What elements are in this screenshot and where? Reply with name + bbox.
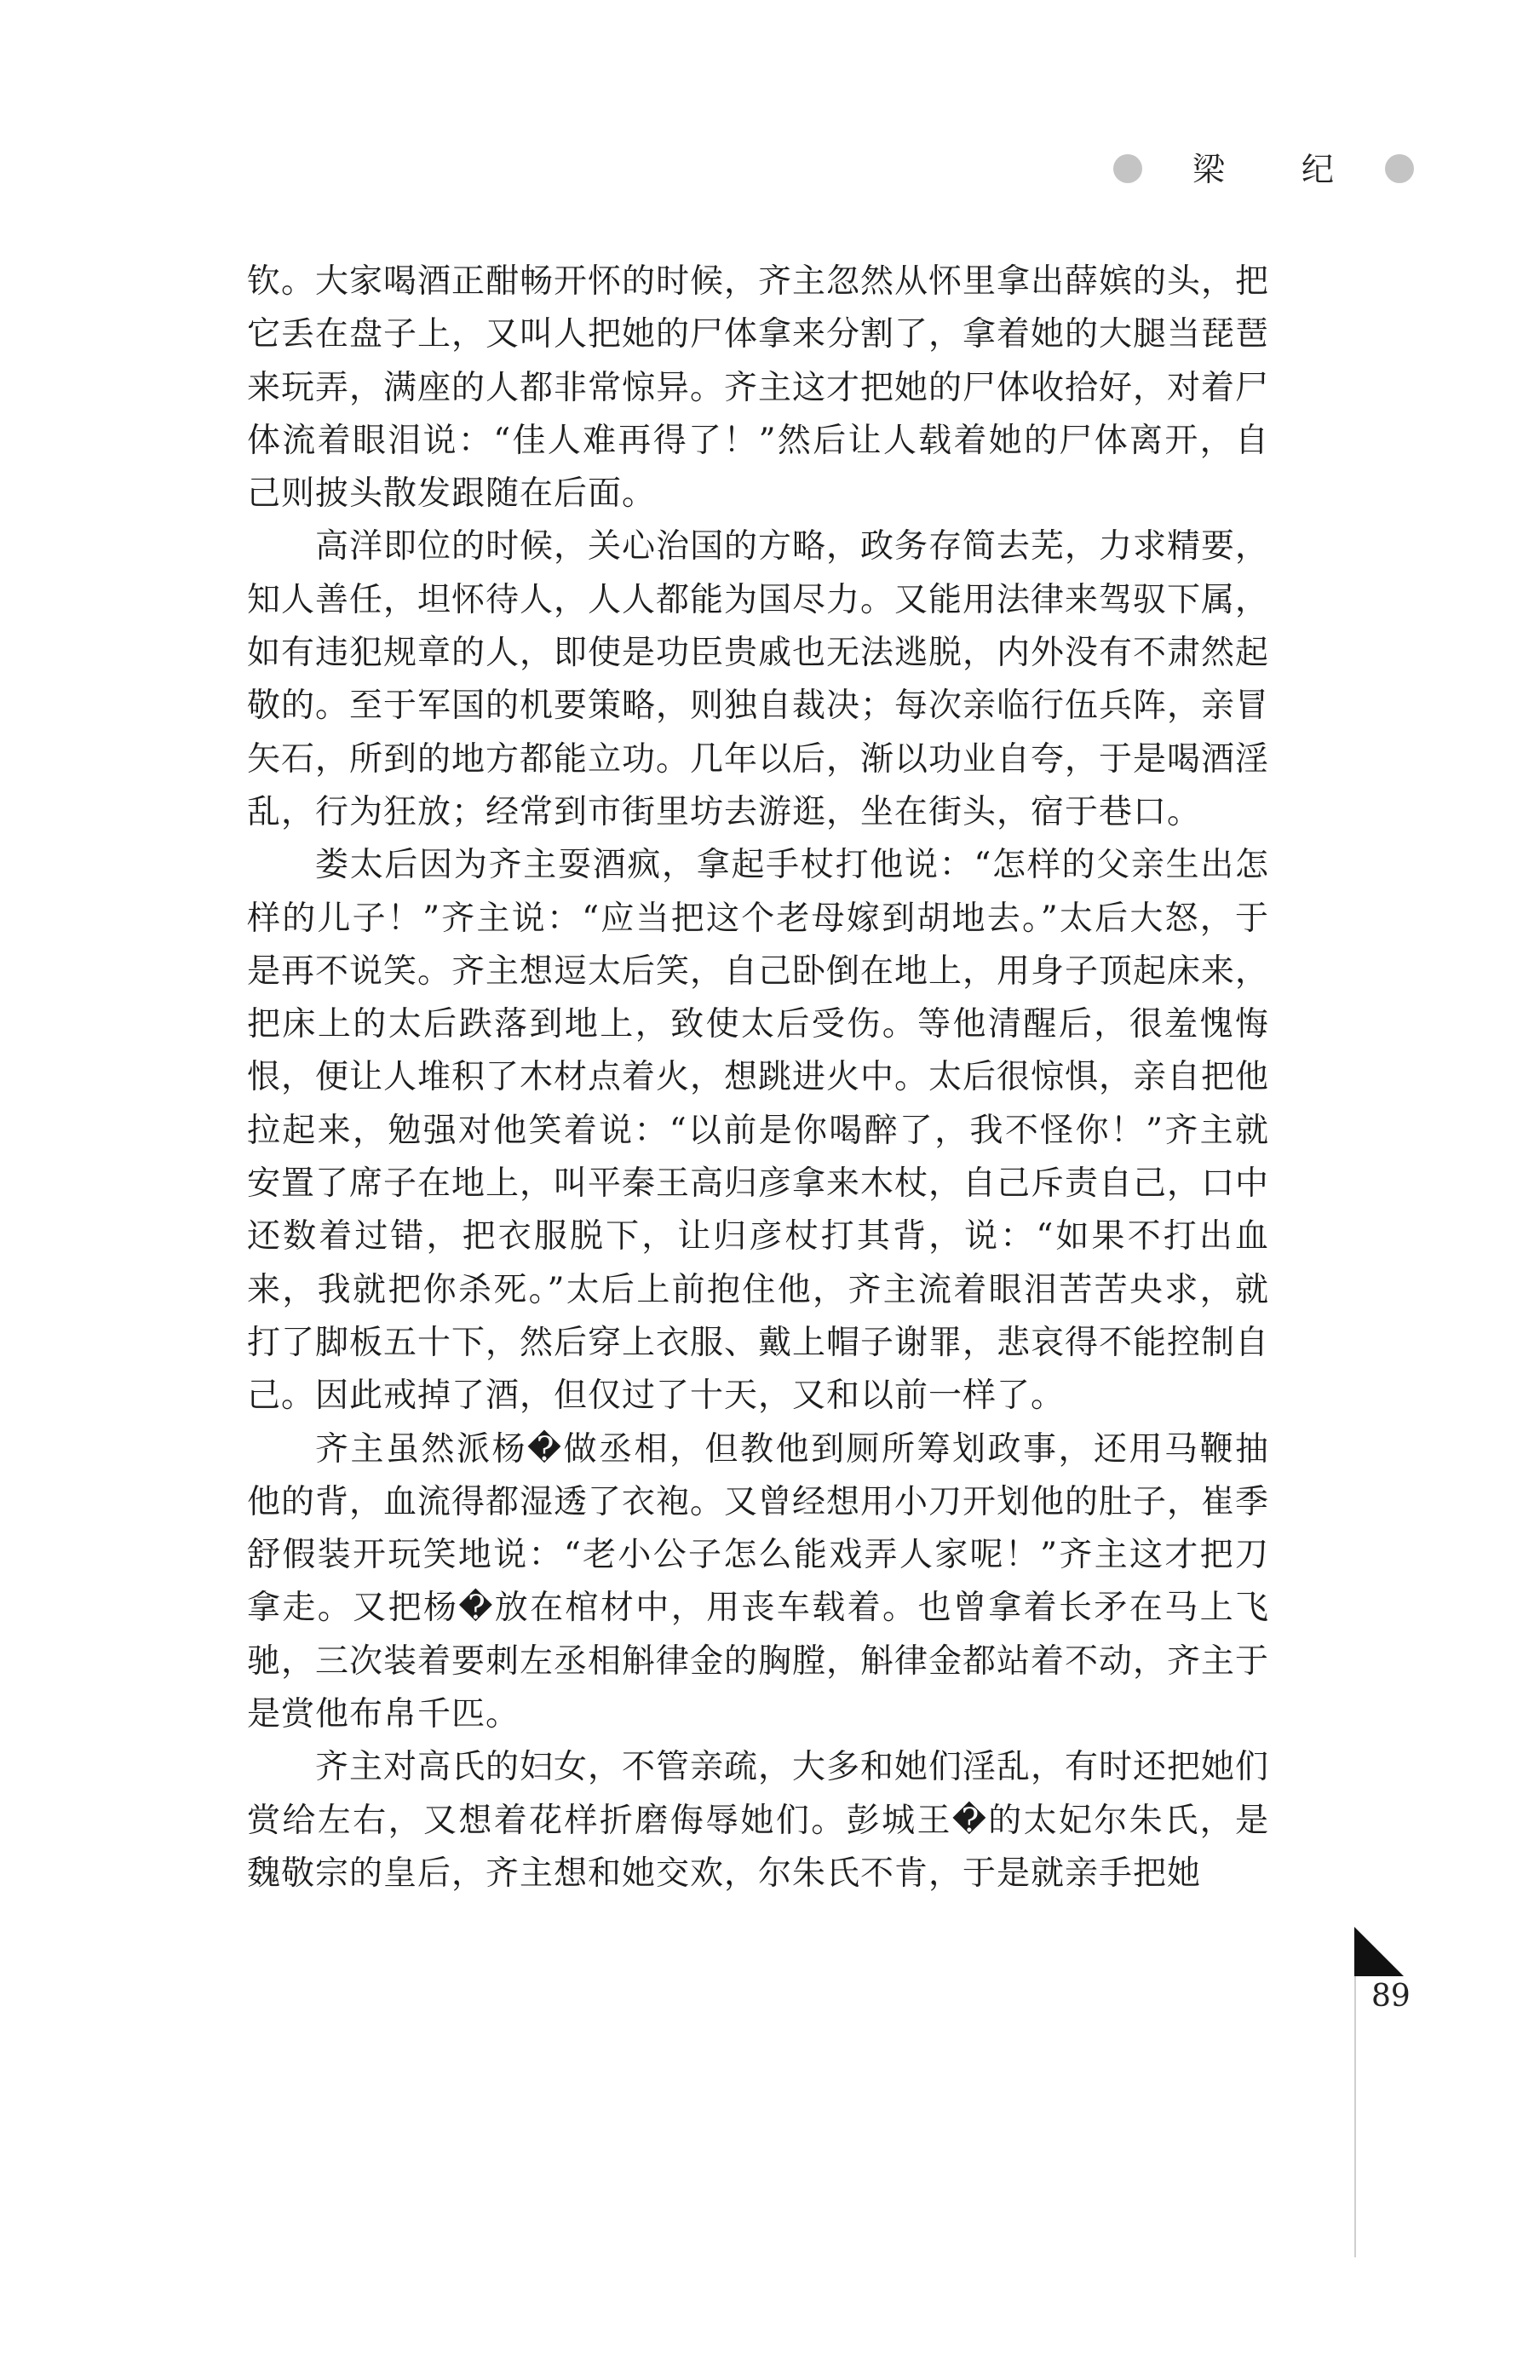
header-dot-left-icon xyxy=(1113,154,1142,183)
paragraph-3: 娄太后因为齐主耍酒疯，拿起手杖打他说：“怎样的父亲生出怎样的儿子！”齐主说：“应当把这个老母嫁到胡地去。”太后大怒，于是再不说笑。齐主想逗太后笑，自己卧倒在地上，用身子顶起床来，把床上的太后跌落到地上，致使太后受伤。等他清醒后，很羞愧悔恨，便让人堆积了木材点着火，想跳进火中。太后很惊惧，亲自把他拉起来，勉强对他笑着说：“以前是你喝醉了，我不怪你！”齐主就安置了席子在地上，叫平秦王高归彦拿来木杖，自己斥责自己，口中还数着过错，把衣服脱下，让归彦杖打其背，说：“如果不打出血来，我就把你杀死。”太后上前抱住他，齐主流着眼泪苦苦央求，就打了脚板五十下，然后穿上衣服、戴上帽子谢罪，悲哀得不能控制自己。因此戒掉了酒，但仅过了十天，又和以前一样了。 xyxy=(247,846,1270,1416)
header-char-2: 纪 xyxy=(1302,151,1335,188)
running-header xyxy=(1107,145,1422,196)
header-dot-right-icon xyxy=(1385,154,1414,183)
paragraph-4: 齐主虽然派杨�做丞相，但教他到厕所筹划政事，还用马鞭抽他的背，血流得都湿透了衣袍。又曾经想用小刀开划他的肚子，崔季舒假装开玩笑地说：“老小公子怎么能戏弄人家呢！”齐主这才把刀拿走。又把杨�放在棺材中，用丧车载着。也曾拿着长矛在马上飞驰，三次装着要刺左丞相斛律金的胸膛，斛律金都站着不动，齐主于是赏他布帛千匹。 xyxy=(247,1429,1270,1734)
body-text xyxy=(247,256,1269,1900)
page-corner-triangle-icon xyxy=(1354,1927,1404,1976)
page-edge-rule xyxy=(1354,1976,1356,2257)
header-char-1: 梁 xyxy=(1192,151,1226,188)
page-number: 89 xyxy=(1371,1979,1411,2014)
paragraph-5: 齐主对高氏的妇女，不管亲疏，大多和她们淫乱，有时还把她们赏给左右，又想着花样折磨侮辱她们。彭城王�的太妃尔朱氏，是魏敬宗的皇后，齐主想和她交欢，尔朱氏不肯，于是就亲手把她 xyxy=(247,1748,1270,1893)
paragraph-1: 钦。大家喝酒正酣畅开怀的时候，齐主忽然从怀里拿出薛嫔的头，把它丢在盘子上，又叫人把她的尸体拿来分割了，拿着她的大腿当琵琶来玩弄，满座的人都非常惊异。齐主这才把她的尸体收拾好，对着尸体流着眼泪说：“佳人难再得了！”然后让人载着她的尸体离开，自己则披头散发跟随在后面。 xyxy=(247,262,1270,514)
paragraph-2: 高洋即位的时候，关心治国的方略，政务存简去芜，力求精要，知人善任，坦怀待人，人人都能为国尽力。又能用法律来驾驭下属，如有违犯规章的人，即使是功臣贵戚也无法逃脱，内外没有不肃然起敬的。至于军国的机要策略，则独自裁决；每次亲临行伍兵阵，亲冒矢石，所到的地方都能立功。几年以后，渐以功业自夸，于是喝酒淫乱，行为狂放；经常到市街里坊去游逛，坐在街头，宿于巷口。 xyxy=(247,527,1270,831)
